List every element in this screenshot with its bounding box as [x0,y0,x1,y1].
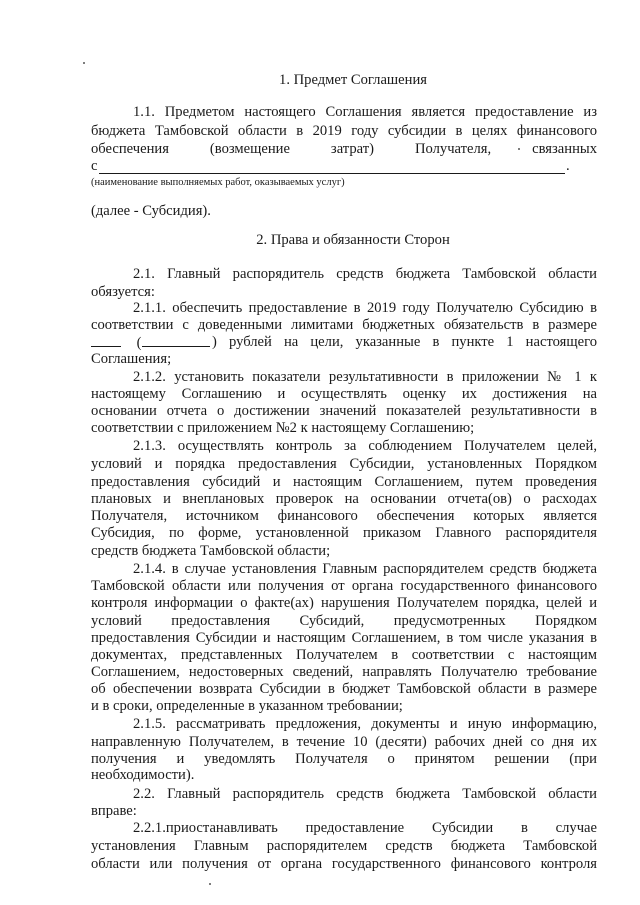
paragraph-line: 2.1.1. обеспечить предоставление в 2019 году Получателю Субсидию в [133,300,597,316]
paragraph-line: (далее - Субсидия). [91,203,211,219]
fill-in-underline [99,173,565,174]
paragraph-line: Тамбовской области или получения от органа государственного финансового [91,578,597,594]
paragraph-line: условий и порядка предоставления Субсидии, установленных Порядком [91,456,597,472]
paragraph-line: бюджета Тамбовской области в 2019 году субсидии в целях финансового [91,123,597,139]
paragraph-line: об обеспечении возврата Субсидии в бюджет Тамбовской области в размере [91,681,597,697]
paragraph-line: и в сроки, определенные в указанном требовании; [91,698,403,714]
paragraph-line: области или получения от органа государственного финансового контроля [91,856,597,872]
scan-speck [209,883,211,885]
paragraph-line: Получателя, источником финансового обеспечения которых является [91,508,597,524]
paragraph-line: соответствии с доведенными лимитами бюджетных обязательств в размере [91,317,597,333]
paragraph-line: 2.1. Главный распорядитель средств бюджета Тамбовской области [133,266,597,282]
paragraph-line: плановых и внеплановых проверок на основании отчета(ов) о расходах [91,491,597,507]
paragraph-line: . [566,158,570,174]
field-caption: (наименование выполняемых работ, оказываемых услуг) [91,177,345,188]
amount-blank-short [91,334,121,347]
paragraph-line: Соглашения; [91,351,172,367]
paragraph-line: обязуется: [91,284,155,300]
section-heading: 2. Права и обязанности Сторон [256,232,450,248]
paragraph-line: условий предоставления Субсидий, предусмотренных Порядком [91,613,597,629]
paragraph-line: средств бюджета Тамбовской области; [91,543,331,559]
paragraph-line: 2.1.5. рассматривать предложения, документы и иную информацию, [133,716,597,732]
paragraph-line: обеспечения (возмещение затрат) Получателя, связанных [91,141,597,157]
paragraph-line: контроля информации о факте(ах) нарушения Получателем порядка, целей и [91,595,597,611]
paragraph-line: с [91,158,98,174]
paragraph-line: основании отчета о достижении значений показателей результативности в [91,403,597,419]
paragraph-line: 2.1.2. установить показатели результативности в приложении № 1 к [133,369,597,385]
paragraph-line: 2.2.1.приостанавливать предоставление Субсидии в случае [133,820,597,836]
paragraph-line: необходимости). [91,767,195,783]
paragraph-line: предоставления Субсидии и настоящим Соглашением, в том числе указания в [91,630,597,646]
amount-open-paren: ( [136,335,142,351]
paragraph-line: 1.1. Предметом настоящего Соглашения является предоставление из [133,104,597,120]
paragraph-line: 2.2. Главный распорядитель средств бюджета Тамбовской области [133,786,597,802]
paragraph-line: Субсидия, по форме, установленной приказом Главного распорядителя [91,525,597,541]
paragraph-line: установления Главным распорядителем средств бюджета Тамбовской [91,838,597,854]
scan-speck [83,62,85,64]
paragraph-line: получения и уведомлять Получателя о принятом решении (при [91,751,597,767]
paragraph-line: вправе: [91,803,137,819]
section-heading: 1. Предмет Соглашения [279,72,427,88]
paragraph-line: настоящему Соглашению и осуществлять оценку их достижения на [91,386,597,402]
paragraph-line: 2.1.4. в случае установления Главным распорядителем средств бюджета [133,561,597,577]
paragraph-line: соответствии с приложением №2 к настоящему Соглашению; [91,420,475,436]
paragraph-line: 2.1.3. осуществлять контроль за соблюдением Получателем целей, [133,438,597,454]
paragraph-line: предоставления субсидий и настоящим Соглашением, путем проведения [91,474,597,490]
paragraph-line: направленную Получателем, в течение 10 (десяти) рабочих дней со дня их [91,734,597,750]
amount-blank-long [142,334,210,347]
paragraph-line: ) рублей на цели, указанные в пункте 1 настоящего [212,334,597,350]
paragraph-line: документах, представленных Получателем в соответствии с настоящим [91,647,597,663]
paragraph-line: Соглашением, недостоверных сведений, направлять Получателю требование [91,664,597,680]
